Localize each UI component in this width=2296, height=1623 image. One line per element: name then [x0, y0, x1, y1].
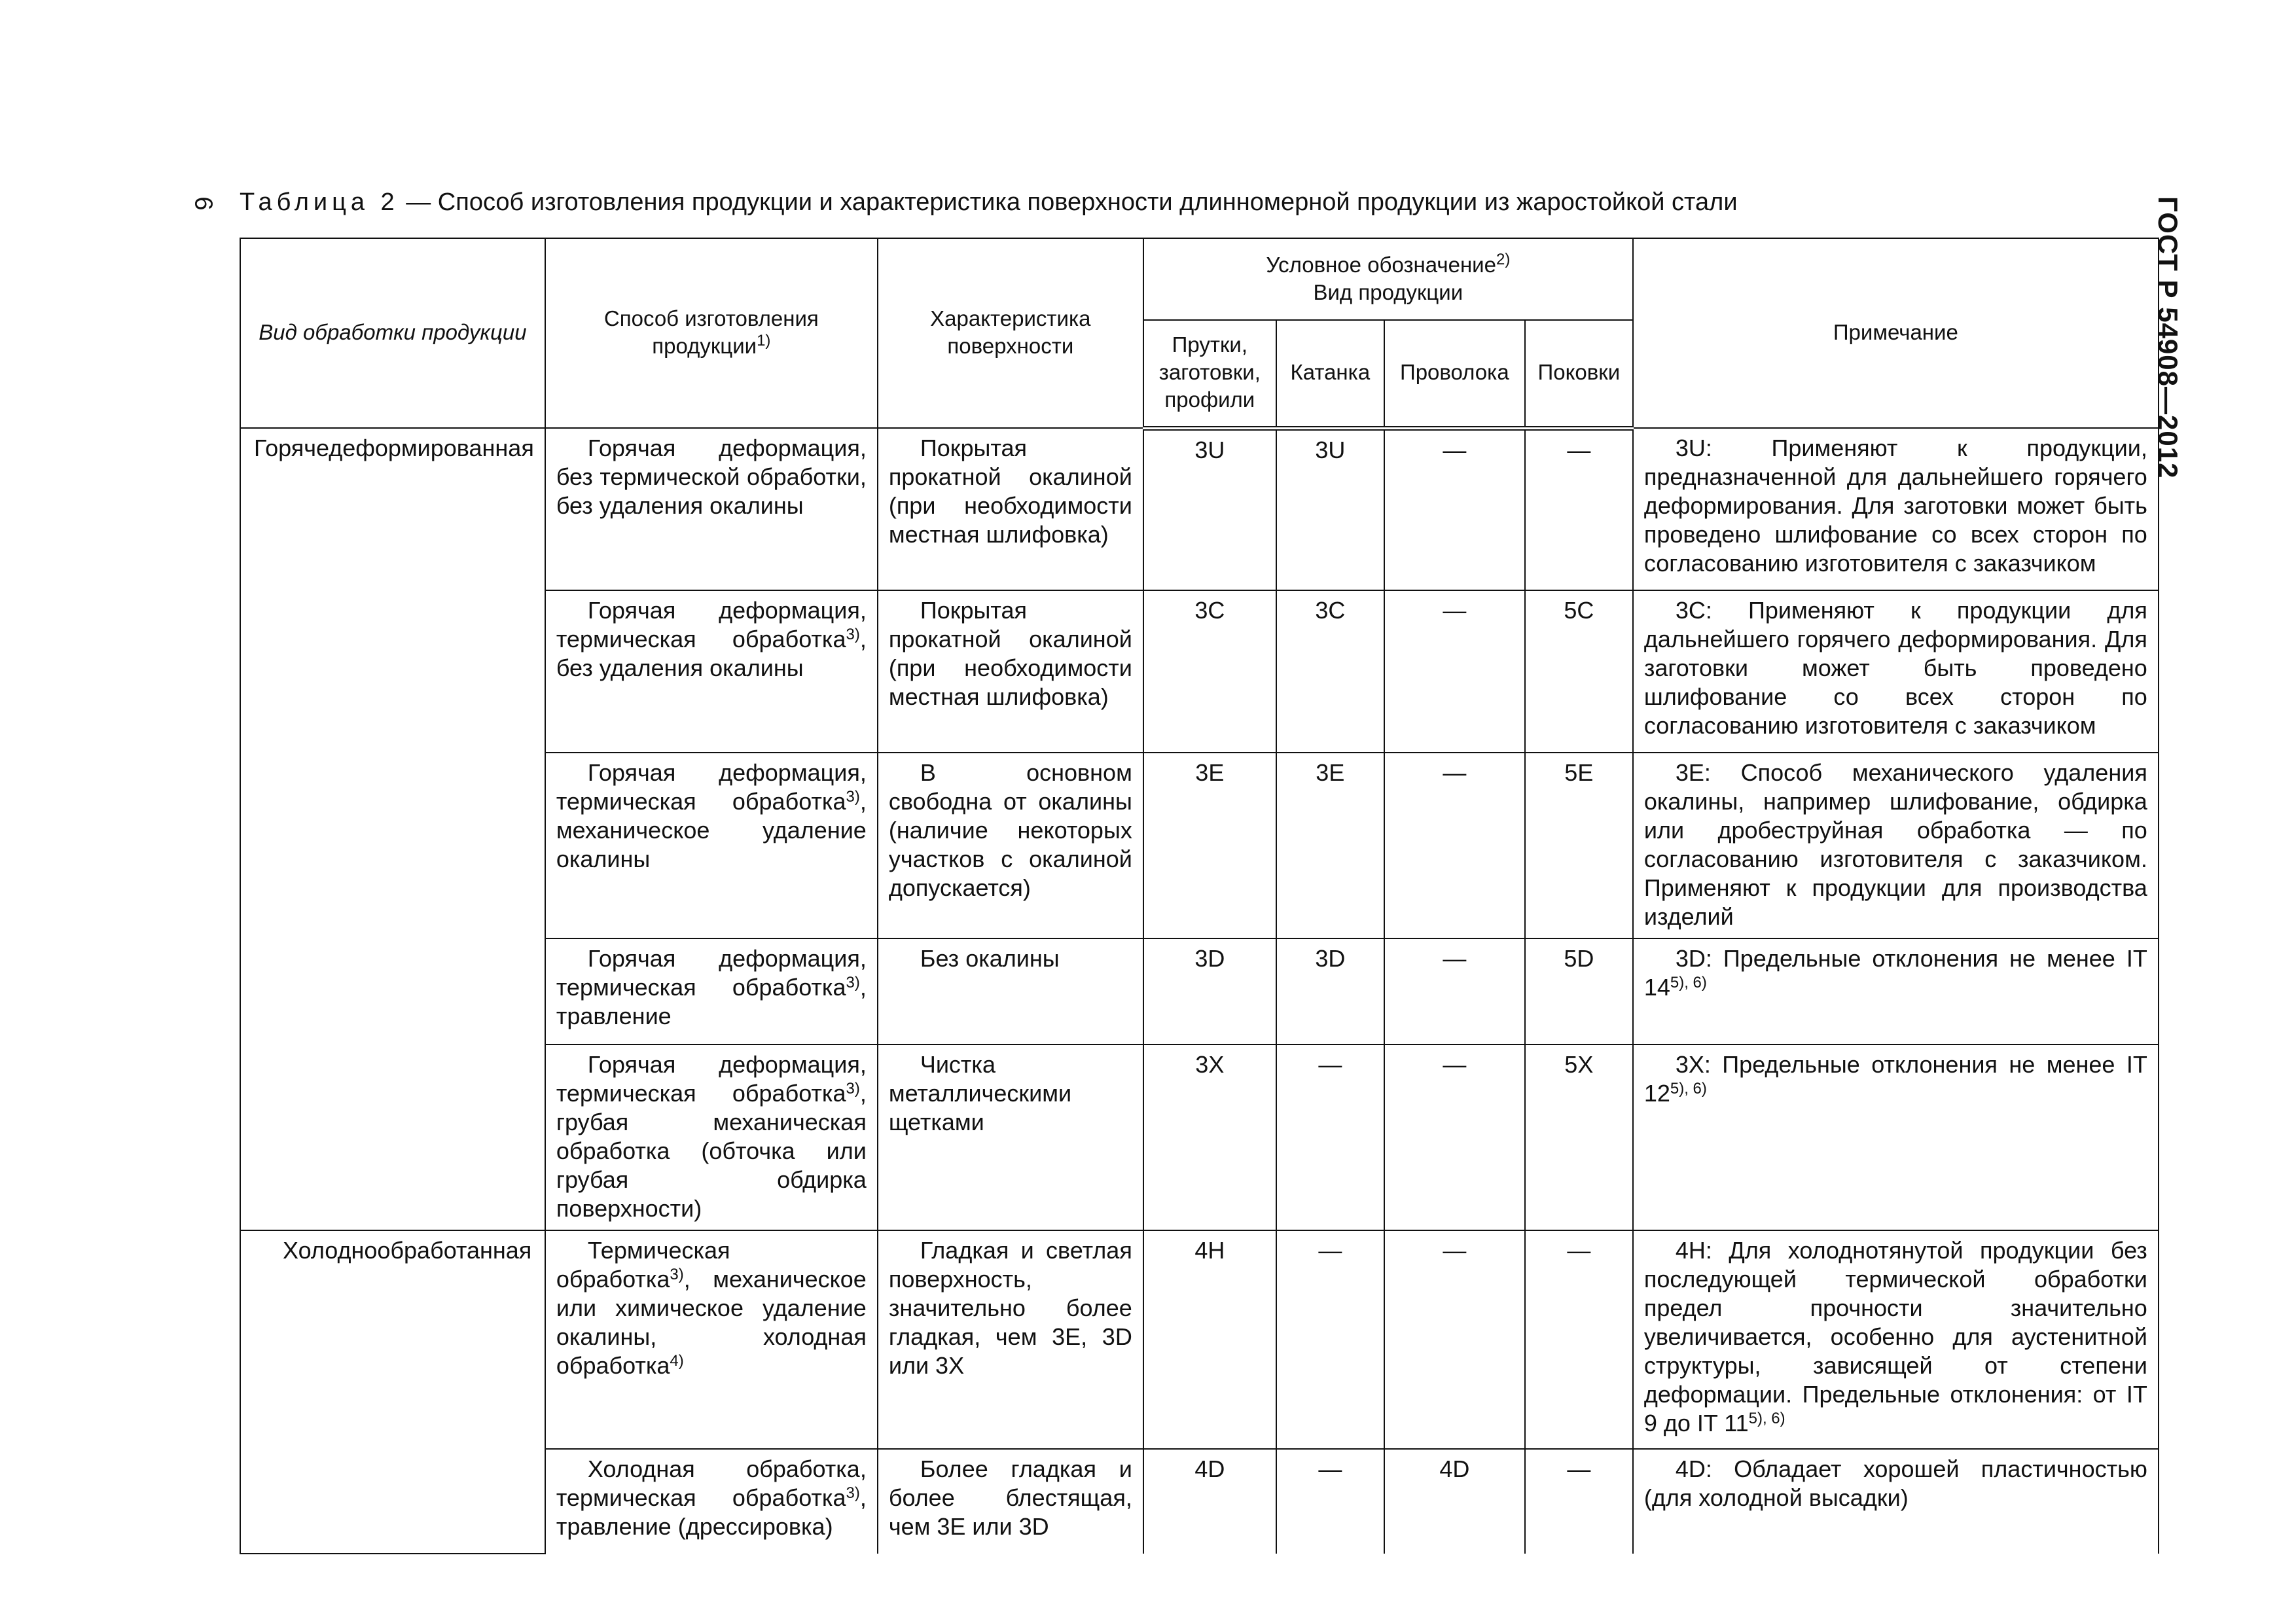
wire-cell: —	[1384, 753, 1525, 938]
note-text: 3X: Предельные отклонения не менее IT 12	[1643, 1051, 2147, 1107]
method-text: Горячая деформация, термическая обработка	[556, 759, 867, 815]
surface-cell: Гладкая и светлая поверхность, значительно более гладкая, чем 3E, 3D или 3X	[878, 1230, 1143, 1449]
method-text: Холодная обработка, термическая обработка	[556, 1455, 867, 1511]
header-surface: Характеристика поверхности	[878, 238, 1143, 428]
header-designation-text: Условное обозначение	[1266, 252, 1496, 277]
note-cell: 3U: Применяют к продукции, предназначенной для дальнейшего горячего деформирования. Для заготовки может быть проведено шлифование со всех сторон по согласованию изготовителя с заказчиком	[1633, 428, 2159, 590]
forgings-cell: 5D	[1525, 938, 1633, 1044]
footnote-ref: 4)	[670, 1352, 684, 1370]
wire-rod-cell: 3C	[1276, 590, 1384, 753]
method-cell	[545, 753, 878, 938]
forgings-cell: 5X	[1525, 1044, 1633, 1230]
method-cell: Горячая деформация, без термической обработки, без удаления окалины	[545, 428, 878, 590]
note-cell	[1633, 938, 2159, 1044]
bars-cell: 3C	[1143, 590, 1276, 753]
footnote-ref: 5), 6)	[1670, 974, 1707, 991]
header-row-1	[240, 238, 2159, 320]
header-wire: Проволока	[1384, 320, 1525, 428]
wire-rod-cell: —	[1276, 1230, 1384, 1449]
table-row	[240, 428, 2159, 590]
surface-cell: Чистка металлическими щетками	[878, 1044, 1143, 1230]
method-text: Термическая обработка	[556, 1237, 730, 1293]
method-text: Горячая деформация, термическая обработка	[556, 945, 867, 1001]
footnote-ref: 5), 6)	[1670, 1080, 1707, 1097]
footnote-ref: 3)	[846, 626, 860, 643]
surface-cell: В основном свободна от окалины (наличие некоторых участков с окалиной допускается)	[878, 753, 1143, 938]
wire-cell: —	[1384, 590, 1525, 753]
bars-cell: 3D	[1143, 938, 1276, 1044]
footnote-ref: 3)	[670, 1266, 684, 1283]
method-cell	[545, 1044, 878, 1230]
method-text: , травление (дрессировка)	[556, 1484, 867, 1540]
table-label: Таблица 2	[240, 188, 399, 216]
page-number: 6	[189, 196, 217, 211]
note-cell	[1633, 1044, 2159, 1230]
footnote-ref: 3)	[846, 974, 860, 991]
bars-cell: 4H	[1143, 1230, 1276, 1449]
method-cell	[545, 938, 878, 1044]
method-cell	[545, 1449, 878, 1554]
surface-cell: Более гладкая и более блестящая, чем 3E или 3D	[878, 1449, 1143, 1554]
note-text: 4H: Для холоднотянутой продукции без последующей термической обработки предел прочности значительно увеличивается, особенно для аустенитной структуры, зависящей от степени деформации. Предельные отклонения: от IT 9 до IT 11	[1643, 1237, 2147, 1436]
note-cell: 3E: Способ механического удаления окалины, например шлифование, обдирка или дробеструйная обработка — по согласованию изготовителя с заказчиком. Применяют к продукции для производства изделий	[1633, 753, 2159, 938]
footnote-ref: 3)	[846, 1484, 860, 1502]
footnote-ref: 3)	[846, 1080, 860, 1097]
wire-rod-cell: —	[1276, 1044, 1384, 1230]
method-text: , грубая механическая обработка (обточка или грубая обдирка поверхности)	[556, 1080, 867, 1222]
method-text: Горячая деформация, термическая обработка	[556, 597, 867, 652]
surface-cell: Покрытая прокатной окалиной (при необходимости местная шлифовка)	[878, 590, 1143, 753]
surface-cell: Без окалины	[878, 938, 1143, 1044]
table-caption	[240, 188, 1738, 217]
method-text: , механическое или химическое удаление окалины, холодная обработка	[556, 1266, 867, 1379]
table-title: — Способ изготовления продукции и характеристика поверхности длинномерной продукции из жаростойкой стали	[399, 188, 1738, 216]
footnote-ref: 3)	[846, 788, 860, 806]
note-cell	[1633, 1230, 2159, 1449]
wire-rod-cell: 3U	[1276, 428, 1384, 590]
wire-rod-cell: —	[1276, 1449, 1384, 1554]
header-manufacturing-method-text: Способ изготовления продукции	[603, 306, 819, 358]
table-row	[240, 1230, 2159, 1449]
forgings-cell: —	[1525, 1449, 1633, 1554]
forgings-cell: 5E	[1525, 753, 1633, 938]
wire-rod-cell: 3E	[1276, 753, 1384, 938]
header-product-type: Вид продукции	[1313, 279, 1463, 304]
header-processing-type: Вид обработки продукции	[240, 238, 545, 428]
method-text: , без удаления окалины	[556, 626, 867, 681]
forgings-cell: 5C	[1525, 590, 1633, 753]
wire-rod-cell: 3D	[1276, 938, 1384, 1044]
method-cell	[545, 1230, 878, 1449]
note-cell: 4D: Обладает хорошей пластичностью (для холодной высадки)	[1633, 1449, 2159, 1554]
bars-cell: 3E	[1143, 753, 1276, 938]
group-cold-worked: Холоднообработанная	[240, 1230, 545, 1554]
wire-cell: —	[1384, 1230, 1525, 1449]
forgings-cell: —	[1525, 1230, 1633, 1449]
header-note: Примечание	[1633, 238, 2159, 428]
surface-table	[240, 238, 2159, 1554]
method-text: , механическое удаление окалины	[556, 788, 867, 872]
note-cell: 3C: Применяют к продукции для дальнейшего горячего деформирования. Для заготовки может быть проведено шлифование со всех сторон по согласованию изготовителя с заказчиком	[1633, 590, 2159, 753]
header-manufacturing-method	[545, 238, 878, 428]
header-bars: Прутки, заготовки, профили	[1143, 320, 1276, 428]
header-forgings: Поковки	[1525, 320, 1633, 428]
bars-cell: 3X	[1143, 1044, 1276, 1230]
method-cell	[545, 590, 878, 753]
forgings-cell: —	[1525, 428, 1633, 590]
bars-cell: 4D	[1143, 1449, 1276, 1554]
note-text: 3D: Предельные отклонения не менее IT 14	[1643, 945, 2147, 1001]
surface-cell: Покрытая прокатной окалиной (при необходимости местная шлифовка)	[878, 428, 1143, 590]
method-text: , травление	[556, 974, 867, 1029]
footnote-ref: 1)	[757, 332, 771, 349]
method-text: Горячая деформация, термическая обработка	[556, 1051, 867, 1107]
footnote-ref: 5), 6)	[1748, 1410, 1785, 1427]
header-wire-rod: Катанка	[1276, 320, 1384, 428]
wire-cell: 4D	[1384, 1449, 1525, 1554]
group-hot-deformed: Горячедеформированная	[240, 428, 545, 1230]
header-designation	[1143, 238, 1633, 320]
wire-cell: —	[1384, 428, 1525, 590]
wire-cell: —	[1384, 1044, 1525, 1230]
bars-cell: 3U	[1143, 428, 1276, 590]
footnote-ref: 2)	[1496, 250, 1511, 268]
document-code: ГОСТ Р 54908—2012	[2153, 196, 2183, 479]
wire-cell: —	[1384, 938, 1525, 1044]
